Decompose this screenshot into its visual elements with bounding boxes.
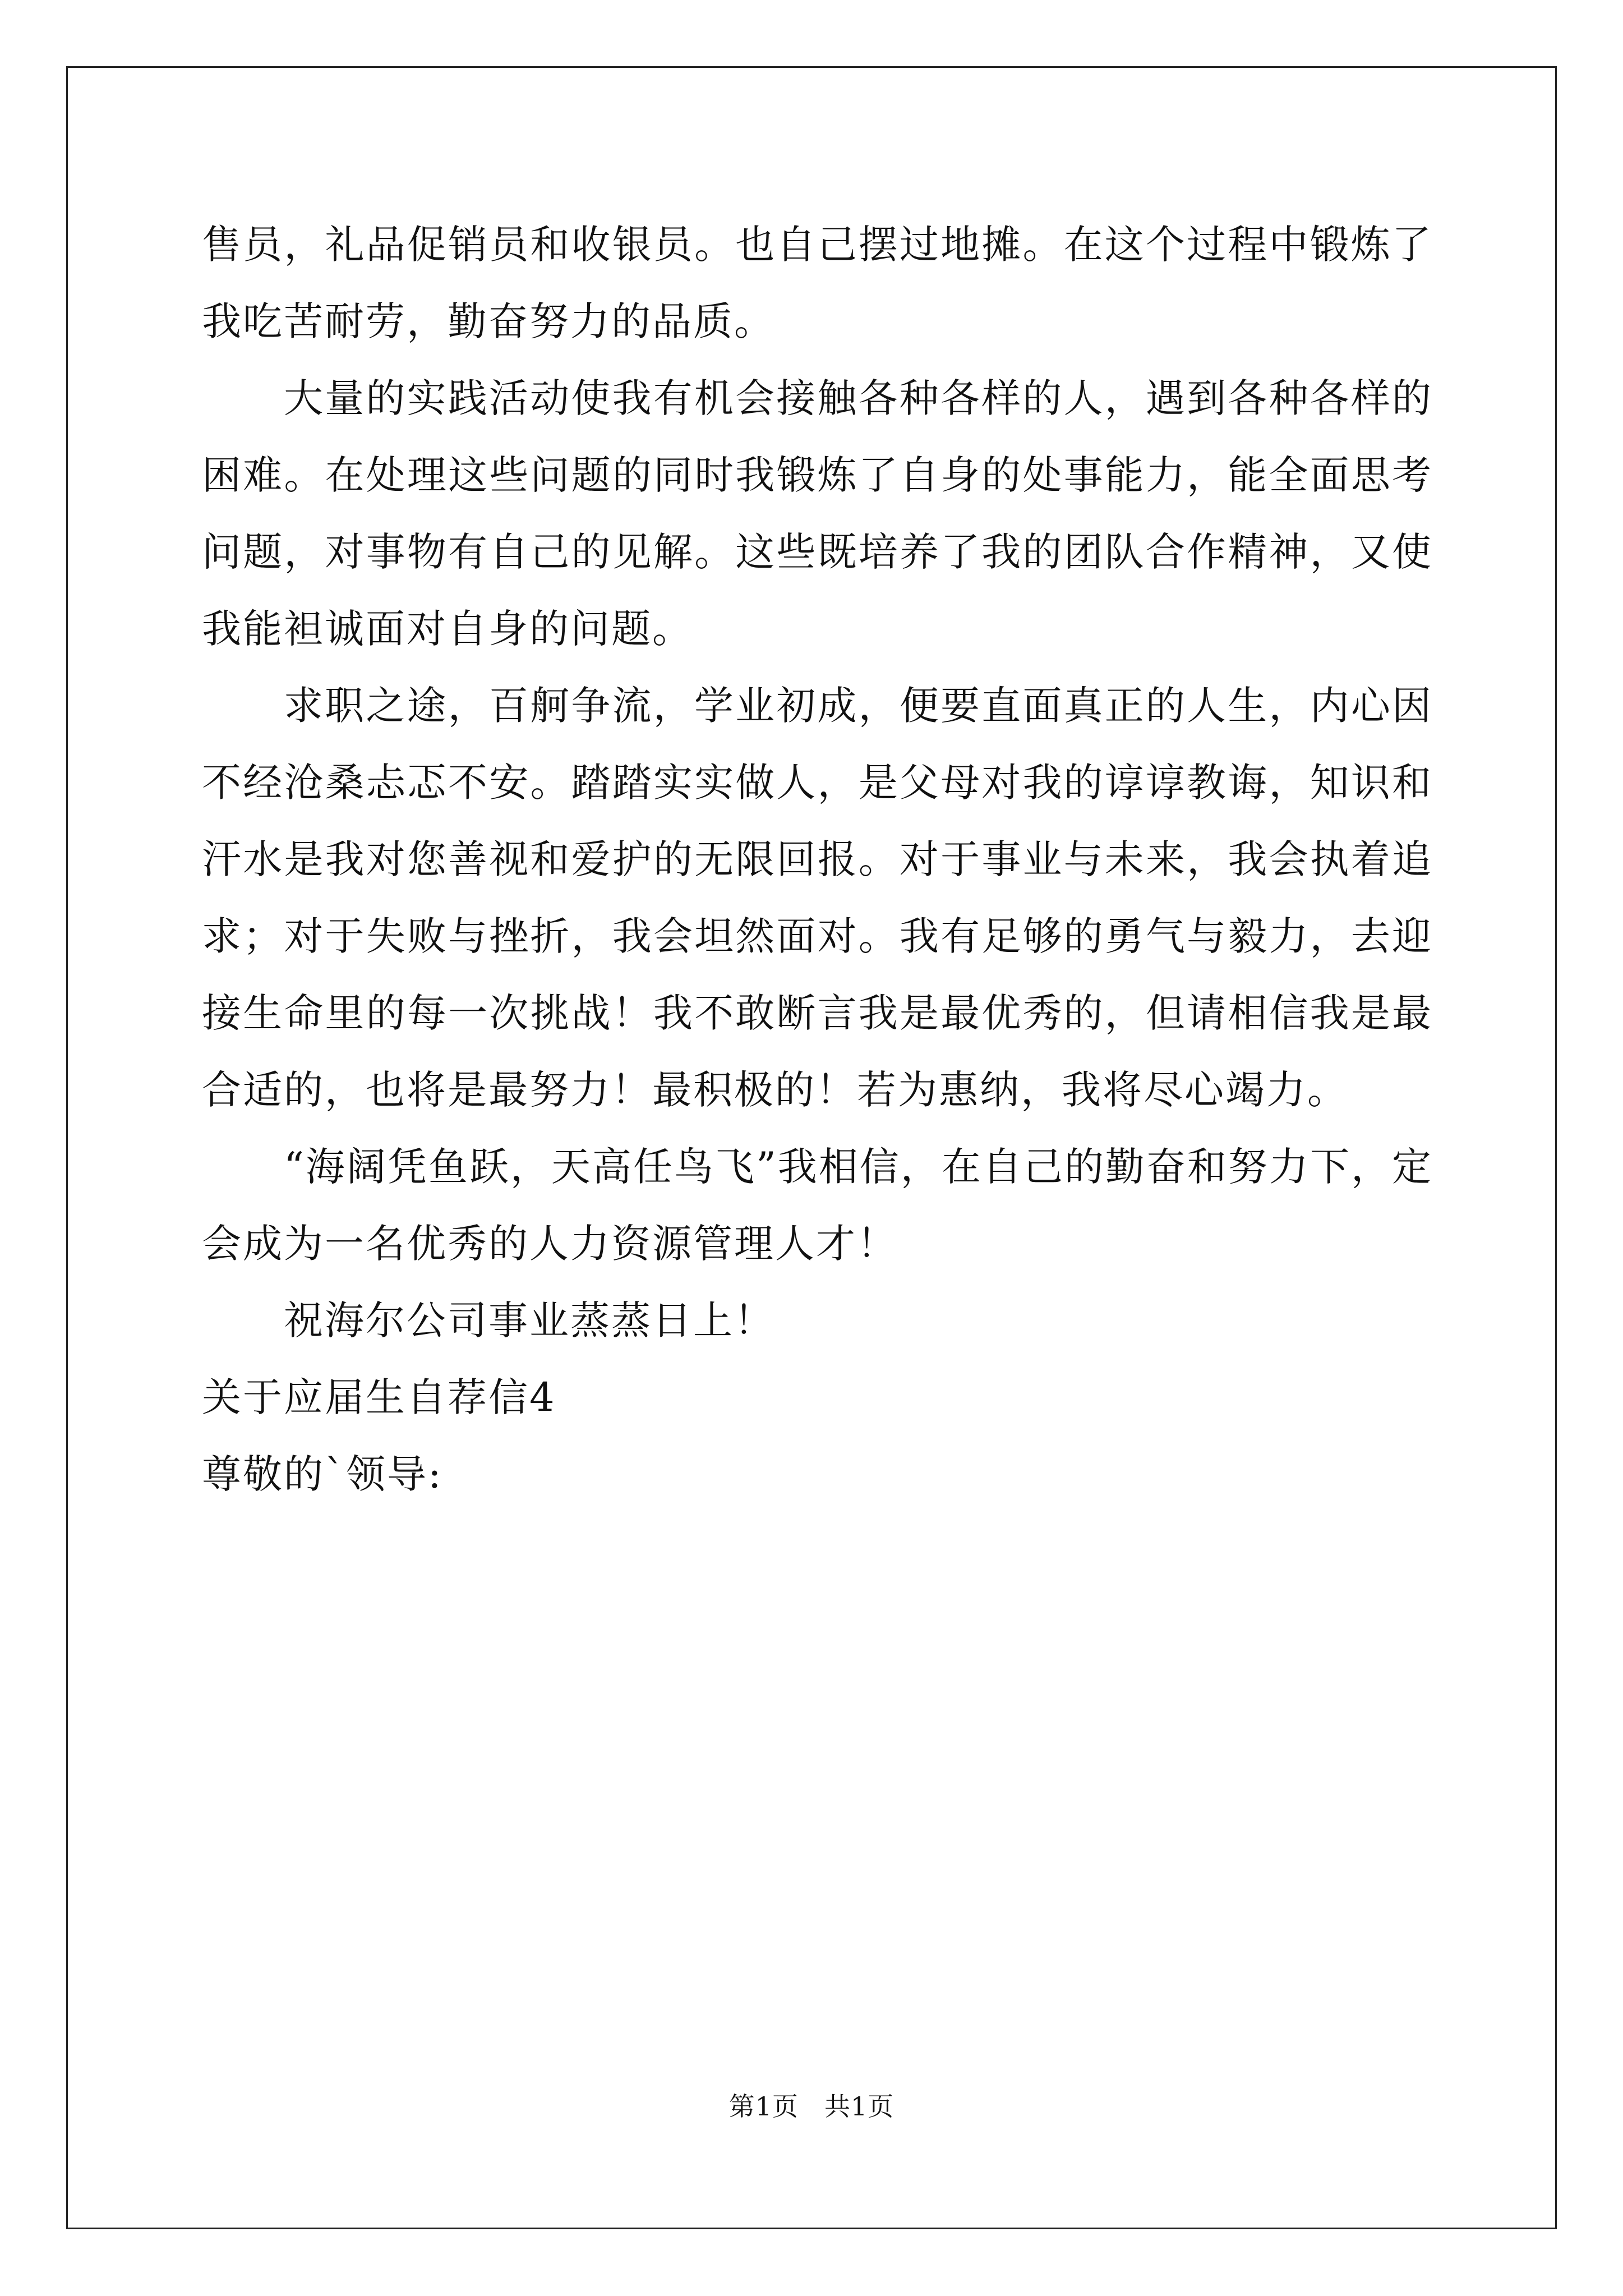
salutation: 尊敬的`领导: bbox=[202, 1451, 443, 1497]
page-footer bbox=[0, 2090, 1623, 2123]
paragraph-5: 祝海尔公司事业蒸蒸日上！ bbox=[284, 1297, 775, 1343]
paragraph-1: 售员，礼品促销员和收银员。也自己摆过地摊。在这个过程中锻炼了我吃苦耐劳，勤奋努力的品质。 bbox=[202, 222, 1433, 344]
page-number-current: 第1页 bbox=[728, 2091, 799, 2122]
paragraph-4: “海阔凭鱼跃，天高任鸟飞”我相信，在自己的勤奋和努力下，定会成为一名优秀的人力资源管理人才！ bbox=[202, 1144, 1433, 1267]
paragraph-2: 大量的实践活动使我有机会接触各种各样的人，遇到各种各样的困难。在处理这些问题的同时我锻炼了自身的处事能力，能全面思考问题，对事物有自己的见解。这些既培养了我的团队合作精神，又使我能袒诚面对自身的问题。 bbox=[202, 375, 1433, 652]
paragraph-3: 求职之途，百舸争流，学业初成，便要直面真正的人生，内心因不经沧桑忐忑不安。踏踏实实做人，是父母对我的谆谆教诲，知识和汗水是我对您善视和爱护的无限回报。对于事业与未来，我会执着追求；对于失败与挫折，我会坦然面对。我有足够的勇气与毅力，去迎接生命里的每一次挑战！我不敢断言我是最优秀的，但请相信我是最合适的，也将是最努力！最积极的！若为惠纳，我将尽心竭力。 bbox=[202, 683, 1433, 1113]
section-heading: 关于应届生自荐信4 bbox=[202, 1374, 556, 1420]
page-number-total: 共1页 bbox=[824, 2091, 895, 2122]
document-body bbox=[202, 206, 1433, 1513]
